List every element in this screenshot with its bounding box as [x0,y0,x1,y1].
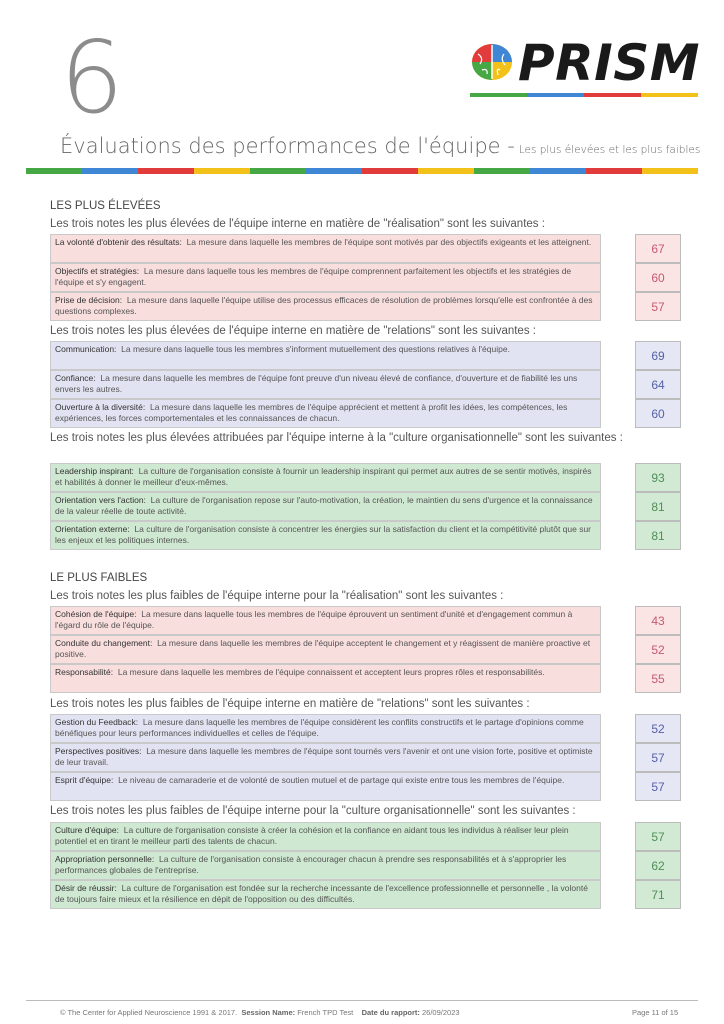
score-value: 93 [635,463,681,492]
score-name: Responsabilité: [55,667,114,677]
title-bar-segment [474,168,530,174]
score-text: La mesure dans laquelle l'équipe utilise des processus efficaces de résolution de problèmes lorsqu'elle est confrontée à des questions complexes. [55,295,593,316]
score-text: La culture de l'organisation consiste à encourager chacun à prendre ses responsabilités et à s'approprier les performances globales de l'entreprise. [55,854,567,875]
score-value: 71 [635,880,681,909]
footer [60,1008,460,1017]
title-bar-segment [26,168,82,174]
score-text: La mesure dans laquelle les membres de l'équipe connaissent et acceptent leurs propres rôles et responsabilités. [117,667,545,677]
score-text: Le niveau de camaraderie et de volonté de soutien mutuel et de partage qui existe entre tous les membres de l'équipe. [118,775,565,785]
score-row [50,234,682,263]
score-text: La mesure dans laquelle tous les membres s'informent mutuellement des questions relatives à l'équipe. [121,344,510,354]
chapter-number: 6 [60,19,124,136]
footer-copyright: © The Center for Applied Neuroscience 1991 & 2017. [60,1008,238,1017]
logo-color-bar [470,93,698,97]
score-value: 43 [635,606,681,635]
score-text: La mesure dans laquelle les membres de l'équipe sont motivés par des objectifs exigeants et les atteignent. [186,237,592,247]
score-text: La culture de l'organisation repose sur l'auto-motivation, la création, le maintien du sens d'urgence et la connaissance de la valeur réelle de toute activité. [55,495,593,516]
score-row [50,743,682,772]
score-row [50,492,682,521]
score-row [50,664,682,693]
score-name: Esprit d'équipe: [55,775,114,785]
score-text: La mesure dans laquelle les membres de l'équipe acceptent le changement et y réagissent de manière proactive et positive. [55,638,591,659]
score-name: La volonté d'obtenir des résultats: [55,237,182,247]
score-row [50,341,682,370]
score-text: La mesure dans laquelle tous les membres de l'équipe éprouvent un sentiment d'unité et d'engagement commun à l'égard du rôle de l'équipe. [55,609,573,630]
title-bar-segment [138,168,194,174]
section-heading: LES PLUS ÉLEVÉES [50,200,161,212]
footer-page-number: Page 11 of 15 [632,1008,679,1017]
footer-divider [26,1000,698,1001]
score-description [50,772,601,801]
score-text: La culture de l'organisation consiste à créer la cohésion et la confiance en aidant tous les individus à réaliser leur plein potentiel et en tirant le meilleur parti des talents de chacun. [55,825,569,846]
score-text: La culture de l'organisation consiste à fournir un leadership inspirant qui permet aux autres de se sentir motivés, inspirés et habilités à donner le meilleur d'eux-mêmes. [55,466,592,487]
score-value: 64 [635,370,681,399]
brain-icon [470,40,514,84]
score-description [50,664,601,693]
score-text: La culture de l'organisation consiste à concentrer les énergies sur la satisfaction du client et la compétitivité plutôt que sur les enjeux et les politiques internes. [55,524,592,545]
score-name: Prise de décision: [55,295,123,305]
score-value: 69 [635,341,681,370]
title-bar-segment [250,168,306,174]
group-intro: Les trois notes les plus faibles de l'équipe interne pour la "réalisation" sont les suivantes : [50,590,504,602]
score-text: La mesure dans laquelle les membres de l'équipe font preuve d'un niveau élevé de confiance, d'ouverture et de fiabilité les uns envers les autres. [55,373,578,394]
group-intro: Les trois notes les plus élevées de l'équipe interne en matière de "relations" sont les suivantes : [50,325,536,337]
group-intro: Les trois notes les plus faibles de l'équipe interne pour la "culture organisationnelle" sont les suivantes : [50,805,576,817]
score-row [50,292,682,321]
title-color-bar [26,168,698,174]
score-value: 57 [635,292,681,321]
score-value: 57 [635,743,681,772]
score-text: La mesure dans laquelle les membres de l'équipe sont tournés vers l'avenir et ont une vision forte, positive et optimiste de leur travail. [55,746,593,767]
section-heading: LE PLUS FAIBLES [50,572,148,584]
title-bar-segment [82,168,138,174]
score-row [50,714,682,743]
score-description [50,370,601,399]
score-description [50,880,601,909]
score-name: Objectifs et stratégies: [55,266,140,276]
score-description [50,521,601,550]
score-description [50,743,601,772]
score-name: Perspectives positives: [55,746,142,756]
score-name: Cohésion de l'équipe: [55,609,137,619]
score-value: 52 [635,635,681,664]
score-name: Leadership inspirant: [55,466,134,476]
logo-wordmark: PRISM [518,34,701,92]
score-description [50,463,601,492]
score-value: 62 [635,851,681,880]
score-row [50,822,682,851]
score-value: 60 [635,399,681,428]
score-description [50,263,601,292]
score-name: Orientation externe: [55,524,130,534]
score-value: 57 [635,772,681,801]
score-name: Culture d'équipe: [55,825,119,835]
score-description [50,399,601,428]
score-name: Orientation vers l'action: [55,495,146,505]
score-value: 55 [635,664,681,693]
score-value: 67 [635,234,681,263]
score-description [50,714,601,743]
prism-logo [470,34,701,98]
score-name: Ouverture à la diversité: [55,402,146,412]
footer-date-value: 26/09/2023 [422,1008,460,1017]
score-description [50,635,601,664]
score-row [50,606,682,635]
score-name: Communication: [55,344,117,354]
group-intro: Les trois notes les plus faibles de l'équipe interne en matière de "relations" sont les suivantes : [50,698,530,710]
title-bar-segment [586,168,642,174]
score-text: La mesure dans laquelle tous les membres de l'équipe comprennent parfaitement les objectifs et les stratégies de l'équipe et s'y engagent. [55,266,572,287]
score-description [50,492,601,521]
score-row [50,263,682,292]
score-row [50,370,682,399]
score-text: La mesure dans laquelle les membres de l'équipe considèrent les conflits constructifs et le partage d'opinions comme bénéfiques pour leurs performances individuelles et celles de l'équipe. [55,717,584,738]
score-text: La culture de l'organisation est fondée sur la recherche incessante de l'excellence professionnelle et personnelle , la volonté de toujours faire mieux et la résilience en dépit de l'opposition ou des difficultés. [55,883,588,904]
score-row [50,635,682,664]
score-name: Appropriation personnelle: [55,854,155,864]
footer-session-value: French TPD Test [297,1008,354,1017]
score-name: Gestion du Feedback: [55,717,139,727]
page-title [60,134,700,158]
score-description [50,234,601,263]
score-name: Confiance: [55,373,96,383]
page-title-main: Évaluations des performances de l'équipe - [60,134,515,158]
footer-date-label: Date du rapport: [361,1008,420,1017]
score-row [50,880,682,909]
page-title-subtitle: Les plus élevées et les plus faibles [518,144,701,156]
score-description [50,341,601,370]
score-description [50,606,601,635]
score-value: 57 [635,822,681,851]
title-bar-segment [530,168,586,174]
score-name: Désir de réussir: [55,883,117,893]
group-intro: Les trois notes les plus élevées attribuées par l'équipe interne à la "culture organisationnelle" sont les suivantes : [50,432,623,444]
score-value: 81 [635,521,681,550]
title-bar-segment [362,168,418,174]
score-description [50,851,601,880]
group-intro: Les trois notes les plus élevées de l'équipe interne en matière de "réalisation" sont les suivantes : [50,218,545,230]
score-row [50,772,682,801]
score-text: La mesure dans laquelle les membres de l'équipe apprécient et mettent à profit les idées, les compétences, les expériences, les forces comportementales et les connaissances de chacun. [55,402,568,423]
title-bar-segment [418,168,474,174]
title-bar-segment [642,168,698,174]
score-value: 60 [635,263,681,292]
score-description [50,292,601,321]
score-name: Conduite du changement: [55,638,153,648]
score-value: 81 [635,492,681,521]
score-row [50,521,682,550]
score-row [50,851,682,880]
title-bar-segment [194,168,250,174]
title-bar-segment [306,168,362,174]
score-row [50,399,682,428]
footer-session-label: Session Name: [241,1008,296,1017]
score-row [50,463,682,492]
score-description [50,822,601,851]
score-value: 52 [635,714,681,743]
